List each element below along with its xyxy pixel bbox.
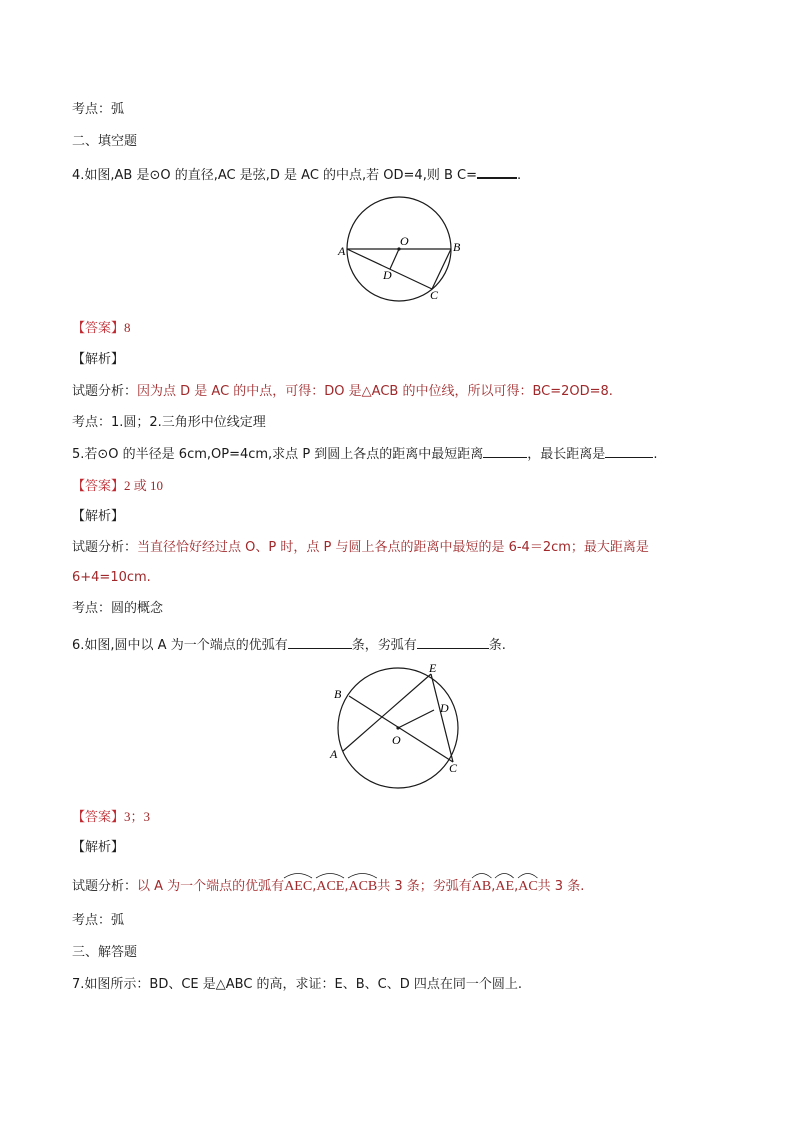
question-6-blank-minor xyxy=(417,636,489,649)
arc-mark-icon xyxy=(348,871,377,879)
q6-analysis-label: 【解析】 xyxy=(72,840,125,855)
question-6-text: 6.如图,圆中以 A 为一个端点的优弧有 xyxy=(72,638,288,653)
q6-analysis-part-1: 以 A 为一个端点的优弧有 xyxy=(137,879,285,894)
arc-mark-icon xyxy=(284,871,312,879)
question-4-text: 4.如图,AB 是⊙O 的直径,AC 是弦,D 是 AC 的中点,若 OD=4,则 B C= xyxy=(72,168,477,183)
q5-analysis-line-2: 6+4=10cm. xyxy=(72,570,151,585)
section-three-heading: 三、解答题 xyxy=(72,945,138,960)
question-4 xyxy=(72,165,521,185)
question-5-blank-shortest xyxy=(483,445,527,458)
q6-line-bc xyxy=(349,696,453,762)
q4-analysis-label: 【解析】 xyxy=(72,352,125,367)
q5-analysis-line-1 xyxy=(72,539,649,557)
major-arc-1 xyxy=(284,876,312,896)
figure-q4-circle xyxy=(330,195,470,305)
major-arc-2-label: ACE xyxy=(316,879,345,894)
question-6 xyxy=(72,636,506,655)
q4-analysis-text: 因为点 D 是 AC 的中点，可得：DO 是△ACB 的中位线，所以可得：BC=2OD=8. xyxy=(137,384,613,399)
question-5 xyxy=(72,445,657,464)
q6-center-dot xyxy=(396,726,399,729)
arc-mark-icon xyxy=(495,871,514,879)
question-6-blank-major xyxy=(288,636,352,649)
q4-label-d: D xyxy=(383,268,392,282)
major-arc-3 xyxy=(348,876,377,896)
q4-analysis-prefix: 试题分析： xyxy=(72,384,138,399)
q4-answer-label: 【答案】 xyxy=(72,321,125,336)
major-arc-1-label: AEC xyxy=(284,879,313,894)
q4-label-o: O xyxy=(400,234,409,248)
question-4-end: . xyxy=(516,168,522,183)
q4-label-c: C xyxy=(430,288,439,302)
q6-label-e: E xyxy=(429,661,437,675)
minor-arc-3-label: AC xyxy=(518,879,538,894)
q4-segment-od xyxy=(390,249,399,269)
arc-mark-icon xyxy=(472,871,491,879)
q4-kaodian: 考点：1.圆；2.三角形中位线定理 xyxy=(72,415,266,430)
q5-answer-value: 2 或 10 xyxy=(124,478,164,493)
q5-analysis-text-1: 当直径恰好经过点 O、P 时，点 P 与圆上各点的距离中最短的是 6-4＝2cm；最大距离是 xyxy=(137,540,649,555)
question-5-mid: ，最长距离是 xyxy=(527,447,606,462)
q5-answer-label: 【答案】 xyxy=(72,479,125,494)
question-6-end: 条. xyxy=(488,638,506,653)
major-arc-2 xyxy=(316,876,344,896)
q6-label-c: C xyxy=(449,761,458,775)
question-4-blank xyxy=(477,165,517,179)
figure-q6-circle xyxy=(322,660,472,790)
q6-answer-label: 【答案】 xyxy=(72,810,125,825)
question-5-text: 5.若⊙O 的半径是 6cm,OP=4cm,求点 P 到圆上各点的距离中最短距离 xyxy=(72,447,484,462)
q5-kaodian: 考点：圆的概念 xyxy=(72,601,164,616)
q6-analysis: 试题分析：以 A 为一个端点的优弧有 AEC, ACE, ACB共 3 条；劣弧有 AB, AE, AC共 3 条. xyxy=(72,876,584,896)
q6-analysis-part-2: 共 3 条；劣弧有 xyxy=(377,879,472,894)
q4-answer xyxy=(72,319,131,338)
q6-label-a: A xyxy=(330,747,338,761)
q6-label-o: O xyxy=(392,733,401,747)
q6-label-d: D xyxy=(440,701,449,715)
kaodian-arc-top: 考点：弧 xyxy=(72,102,125,117)
q5-analysis-prefix: 试题分析： xyxy=(72,540,138,555)
question-7: 7.如图所示：BD、CE 是△ABC 的高，求证：E、B、C、D 四点在同一个圆上. xyxy=(72,977,523,992)
question-5-blank-longest xyxy=(605,445,653,458)
q6-line-od xyxy=(398,710,434,728)
minor-arc-1-label: AB xyxy=(471,879,492,894)
q6-label-b: B xyxy=(334,687,342,701)
q4-analysis xyxy=(72,383,613,401)
q6-kaodian: 考点：弧 xyxy=(72,913,125,928)
major-arc-3-label: ACB xyxy=(348,879,378,894)
q5-analysis-label: 【解析】 xyxy=(72,509,125,524)
q4-label-b: B xyxy=(453,240,461,254)
section-two-heading: 二、填空题 xyxy=(72,134,138,149)
minor-arc-2 xyxy=(495,876,514,896)
minor-arc-2-label: AE xyxy=(495,879,515,894)
question-5-end: . xyxy=(653,447,658,462)
q4-answer-value: 8 xyxy=(124,320,131,335)
minor-arc-3 xyxy=(518,876,537,896)
q6-analysis-prefix: 试题分析： xyxy=(72,879,138,894)
arc-mark-icon xyxy=(518,871,537,879)
question-6-mid: 条，劣弧有 xyxy=(351,638,417,653)
q4-chord-bc xyxy=(432,249,451,289)
q6-answer-value: 3；3 xyxy=(124,809,151,824)
arc-mark-icon xyxy=(316,871,344,879)
q5-answer xyxy=(72,477,163,496)
minor-arc-1 xyxy=(472,876,491,896)
q6-analysis-part-3: 共 3 条. xyxy=(537,879,585,894)
q4-label-a: A xyxy=(338,244,346,258)
q6-answer xyxy=(72,808,150,827)
